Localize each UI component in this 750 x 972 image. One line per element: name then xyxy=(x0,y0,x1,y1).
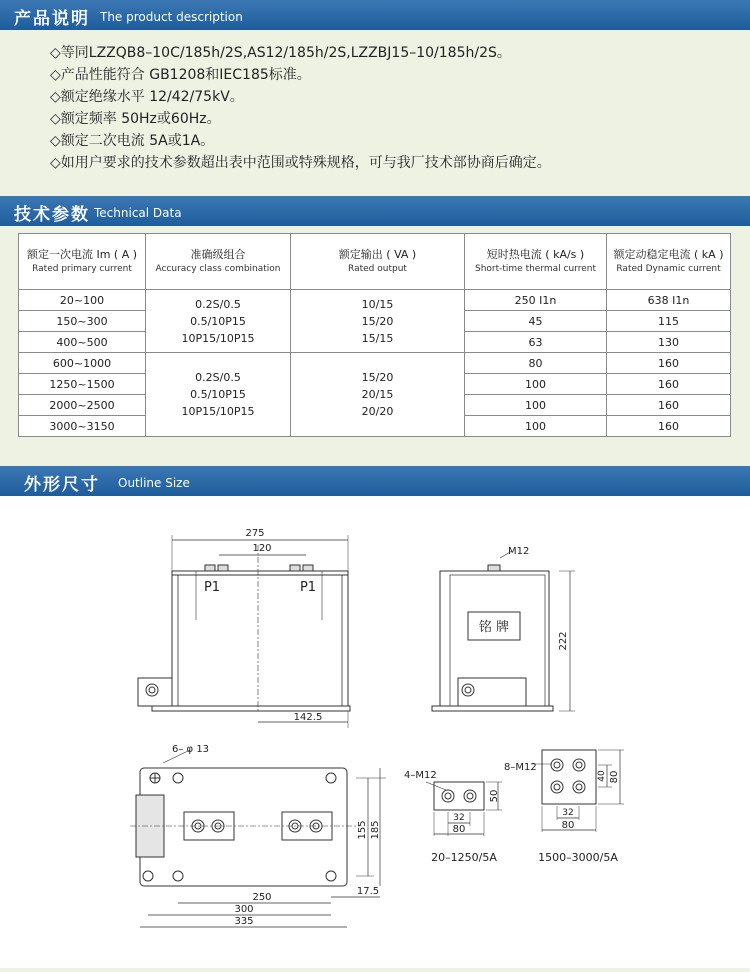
table-row xyxy=(19,290,731,311)
section-title-en: The product description xyxy=(100,10,243,24)
primary-current-cell: 150~300 xyxy=(19,311,146,332)
output-cell: 10/15 15/20 15/15 xyxy=(291,290,465,353)
dynamic-cell: 160 xyxy=(607,395,731,416)
section-header-outline xyxy=(0,466,750,496)
dim-50: 50 xyxy=(489,789,500,803)
terminal-small-caption: 20–1250/5A xyxy=(431,851,497,864)
dim-32: 32 xyxy=(453,813,465,823)
description-item: ◇产品性能符合 GB1208和IEC185标准。 xyxy=(50,67,311,83)
section-header-product xyxy=(0,0,750,30)
mounting-holes-label: 6– φ 13 xyxy=(172,744,210,755)
dynamic-cell: 160 xyxy=(607,353,731,374)
dim-142-5: 142.5 xyxy=(293,712,323,723)
section-title-en: Technical Data xyxy=(94,206,182,220)
column-header: 额定一次电流 Im ( A ) Rated primary current xyxy=(19,234,146,290)
output-cell: 15/20 20/15 20/20 xyxy=(291,353,465,437)
nameplate-label: 铭 牌 xyxy=(478,620,510,635)
thermal-cell: 45 xyxy=(465,311,607,332)
primary-current-cell: 600~1000 xyxy=(19,353,146,374)
primary-current-cell: 1250~1500 xyxy=(19,374,146,395)
description-item: ◇等同LZZQB8–10C/185h/2S,AS12/185h/2S,LZZBJ15–10/185h/2S。 xyxy=(50,45,511,61)
section-title-zh: 产品说明 xyxy=(14,9,90,29)
dim-80: 80 xyxy=(561,820,575,831)
dim-222: 222 xyxy=(558,631,569,651)
dim-275: 275 xyxy=(245,528,265,539)
section-title-zh: 外形尺寸 xyxy=(24,475,100,495)
dim-32: 32 xyxy=(562,808,574,818)
dim-250: 250 xyxy=(252,892,272,903)
thermal-cell: 63 xyxy=(465,332,607,353)
primary-current-cell: 3000~3150 xyxy=(19,416,146,437)
bolt-label-4-m12: 4–M12 xyxy=(404,770,437,781)
primary-current-cell: 2000~2500 xyxy=(19,395,146,416)
dim-155: 155 xyxy=(357,820,368,840)
outline-drawing xyxy=(0,496,750,968)
dim-185: 185 xyxy=(370,820,381,840)
thermal-cell: 80 xyxy=(465,353,607,374)
dynamic-cell: 160 xyxy=(607,416,731,437)
technical-data-table xyxy=(18,233,731,437)
dynamic-cell: 115 xyxy=(607,311,731,332)
primary-current-cell: 400~500 xyxy=(19,332,146,353)
description-item: ◇额定绝缘水平 12/42/75kV。 xyxy=(50,89,244,105)
column-header: 额定输出 ( VA ) Rated output xyxy=(291,234,465,290)
column-header: 短时热电流 ( kA/s ) Short-time thermal current xyxy=(465,234,607,290)
thermal-cell: 100 xyxy=(465,416,607,437)
bolt-label-8-m12: 8–M12 xyxy=(504,762,537,773)
terminal-label-p1: P1 xyxy=(299,580,317,595)
dim-120: 120 xyxy=(252,543,272,554)
primary-current-cell: 20~100 xyxy=(19,290,146,311)
terminal-label-p1: P1 xyxy=(203,580,221,595)
terminal-large-caption: 1500–3000/5A xyxy=(538,851,618,864)
thermal-cell: 250 I1n xyxy=(465,290,607,311)
column-header: 准确级组合 Accuracy class combination xyxy=(146,234,291,290)
dim-17-5: 17.5 xyxy=(356,886,380,897)
dim-335: 335 xyxy=(234,916,254,927)
dim-300: 300 xyxy=(234,904,254,915)
accuracy-cell: 0.2S/0.5 0.5/10P15 10P15/10P15 xyxy=(146,290,291,353)
dynamic-cell: 130 xyxy=(607,332,731,353)
thermal-cell: 100 xyxy=(465,374,607,395)
table-header-row xyxy=(19,234,731,290)
description-item: ◇额定频率 50Hz或60Hz。 xyxy=(50,111,221,127)
dim-80-vertical: 80 xyxy=(609,770,620,784)
thermal-cell: 100 xyxy=(465,395,607,416)
outline-drawing-area xyxy=(0,496,750,968)
dynamic-cell: 638 I1n xyxy=(607,290,731,311)
section-title-zh: 技术参数 xyxy=(14,205,90,225)
dim-80: 80 xyxy=(452,824,466,835)
section-title-en: Outline Size xyxy=(118,476,190,490)
section-header-technical xyxy=(0,196,750,226)
front-view xyxy=(138,535,350,728)
dynamic-cell: 160 xyxy=(607,374,731,395)
table-row xyxy=(19,353,731,374)
dim-40: 40 xyxy=(597,770,607,782)
column-header: 额定动稳定电流 ( kA ) Rated Dynamic current xyxy=(607,234,731,290)
description-list xyxy=(50,42,551,174)
description-item: ◇如用户要求的技术参数超出表中范围或特殊规格，可与我厂技术部协商后确定。 xyxy=(50,155,551,171)
bolt-label-m12: M12 xyxy=(508,546,530,557)
terminal-large xyxy=(532,750,624,832)
accuracy-cell: 0.2S/0.5 0.5/10P15 10P15/10P15 xyxy=(146,353,291,437)
description-item: ◇额定二次电流 5A或1A。 xyxy=(50,133,215,149)
